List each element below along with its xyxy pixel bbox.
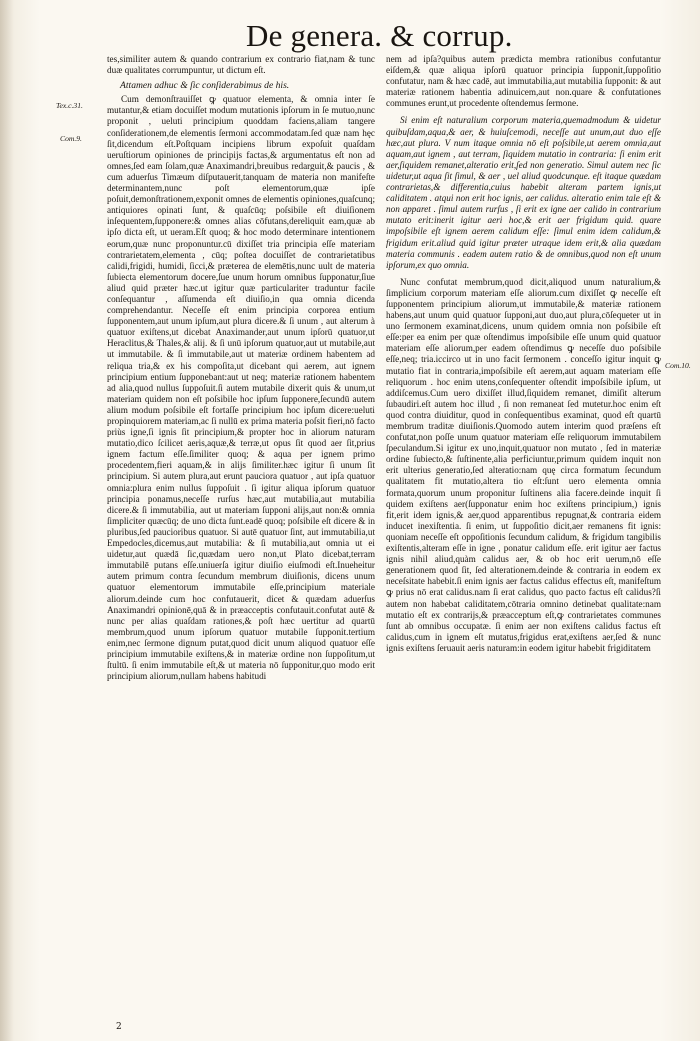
paragraph: Nunc confutat membrum,quod dicit,aliquod unum naturalium,& ſimplicium corporum materiam eſſe aliorum.cum dixiſſet ꝙ neceſſe eſt ſupponentem principium aliorum,ut immutabile,& materiæ rationem habens,aut unum quid quatuor ſupponi,aut duo,aut plura,cōſequeter ut in uno ſermonem examinat,dicens, unum quidem omnia non poſsibile eſt eſſe:per ea enim per quæ oſtendimus impoſsibile eſſe unum quid quatuor materiam eſſe aliorum,per eadem oſtendimus ꝙ neceſſe duo poſsibile eſſe,neq; tria.iccirco ut in uno facit ſermonem . conceſſo igitur inquit ꝙ mutatio fiat in contraria,impoſsibile eſt aerem,aut aquam materiam eſſe reliquorum . hoc enim utens,conſequenter oſtendit impoſsibile ipſum, ut addiſcemus.Cum uero dixiſſet illud,ſiquidem remanet, dimiſit alterum ſubaudiri.eſt autem hoc illud , ſi non remaneat ſed mutetur.hoc enim eſt quod contra diuiditur, quod in conſequentibus examinat, quod eſt quartū membrum traditæ diuiſionis.Quomodo autem interim quod præſens eſt confutat,non poſſe unum quatuor materiam eſſe reliquorum immutabilem ſpeculandum.Si igitur ex uno,inquit,quatuor non mutato , ſed in materiæ ordine ſubiecto,& ſuſtinente,alia perficiuntur,primum quidem inquit non erit ulterius generatio,ſed alteratio:nam quę circa formatum ſecundum qualitatem fit mutatio,altera tio eſt:ſunt uero elementa omnia formata,quorum unum proponitur ſuſtinens alia facere.deinde inquit ſi quidem exiſtens aer(ſupponatur enim hoc exiſtens principium,) ignis fit,erit idem ignis,& aer,quod apparentibus repugnat,& contraria eidem inducet inexiſtentia. ſi enim, ut ſuppoſitio dicit,aer remanens fit ignis: quoniam neceſſe eſt oppoſitionis ſecundum calidum, & frigidum tangibilis exiſtentis,alteram eſſe in igne , ponatur calidum eſſe. erit igitur aer factus ignis nihil aliud,quàm calidus aer, & ob hoc erit uerum,nō eſſe generationem quod ſit, ſed alterationem.deinde & contraria in eodem ex neceſsitate habebit.ſi enim ignis aer factus calidus effectus eſt, manifeſtum ꝙ prius nō erat calidus.nam ſi erat calidus, quo pacto factus eſt calidus?ſi autem non habebat caliditatem,cōtraria omnino detinebat qualitate:nam mutatio eſt ex contrarijs,& præacceptum eſt,ꝙ contrarietates communes ſunt ab omnibus occupatæ. ſi enim aer non exiſtens calidus factus eſt calidus,cum in ignem eſt mutatus,frigidus erat,exiſtens aer,ſed & nunc ignis exiſtens ſeruauit aeris naturam:in eodem igitur habebit frigiditatem <box>386 276 661 653</box>
right-column <box>386 54 661 654</box>
left-column <box>107 54 375 682</box>
margin-note-text-ref: Tex.c.31. <box>56 101 83 110</box>
paragraph: nem ad ipſa?quibus autem prædicta membra rationibus confutantur eiſdem,& quæ aliqua ipſorū quatuor principia ſupponit,ſuppoſitio confutatur, nam & hæc cadē, aut immutabilia,aut mutabilia ſupponit: & aut materiæ rationem habentia adinuicem,aut non.quare & confutationes communes erunt,ut procedente oſtendemus ſermone. <box>386 54 661 109</box>
binding-shadow <box>0 0 14 1041</box>
running-header: De genera. & corrup. <box>246 18 513 53</box>
lemma-paragraph: Si enim eſt naturalium corporum materia,quemadmodum & uidetur quibuſdam,aqua,& aer, & huiuſcemodi, neceſſe aut unum,aut duo eſſe hæc,aut plura. V num itaque omnia nō eſt poſsibile,ut aerem omnia,aut aquam,aut ignem , aut terram, ſiquidem mutatio in contraria: ſi enim erit aer,ſiquidem remanet,alteratio erit,ſed non generatio. Simul autem nec ſic uidetur,ut aqua ſit ſimul, & aer , uel aliud quodcunque. eſt itaque quædam contrarietas,& differentia,cuius habebit alteram partem ignis,ut caliditatem . atqui non erit hoc ignis, aer calidus. alteratio enim tale eſt & non apparet . ſimul autem rurſus , ſi erit ex igne aer calido in contrarium mutato erit:inerit igitur aeri hoc,& erit aer frigidum quid. quare impoſsibile eſt ignem aerem calidum eſſe: ſimul enim idem calidum,& frigidum erit.aliud quid igitur præter utraque idem erit,& alia quædam materia communis . eadem autem ratio & de omnibus,quod non eſt unum ipſorum,ex quo omnia. <box>386 115 661 270</box>
margin-note-comment-ref-right: Com.10. <box>665 361 691 370</box>
paragraph: tes,similiter autem & quando contrarium ex contrario fiat,nam & tunc duæ qualitates corrumpuntur, ut dictum eſt. <box>107 54 375 76</box>
margin-note-comment-ref: Com.9. <box>60 134 82 143</box>
signature-mark: 2 <box>116 1022 122 1032</box>
paragraph: Cum demonſtrauiſſet ꝙ quatuor elementa, & omnia inter ſe mutantur,& etiam docuiſſet modum mutationis ipſorum in ſe mutuo,nunc proponit , ueluti principium quoddam faciens,aliam tangere conſiderationem,de elementis ſermoni accommodatam.ſed quæ nam hęc ſit,dicendum eſt.Poſtquam incipiens librum expoſuit quaſdam ueruſtiorum opiniones de principijs factas,& argumentatus eſt non ad omnes,ſed eam ſolam,quæ Anaximandri,breuibus redarguit,& paucis , & cum aduerſus Timæum diſputauerit,tanquam de materia non manifeſte determinantem,nunc poſt elementorum,quæ ipſe poſuit,demonſtrationem,exponit omnes de elementis opiniones,quaſcunq; antiquiores opinati ſunt, & quaſcūq; poſsibile eſt diuiſionem inſequentem,ſupponere:& omnes alias cōfutans,dereliquit eam,quæ ab ipſo dicta eſt, ut ueram.Eſt quoq; & hoc modo determinare intentionem eorum,quæ nunc proponuntur.cū dixiſſet tria principia eſſe materiam contrarietatem,elementa , cūq; poſtea docuiſſet de contrarietatibus calidi,frigidi, humidi, ſicci,& præterea de elemētis,nunc uult de materia ſubiecta elementorum docere,ſue unum horum omnibus ſupponatur,ſiue aliud quid præter hæc.ut igitur quæ particulariter traduntur facile conſequantur , aſſumenda eſt diuiſio,in qua omnia dicenda comprehendantur. Neceſſe eſt enim principia corporea entium ſupponentem,aut unum ipſum,aut plura dicere.& ſi unum , aut alterum à quatuor exiſtens,ut dicebat Anaximander,aut unum ipſorū quatuor,ut Heraclitus,& Thales,& alij. & ſi unū ipſorum quatuor,aut ut mutabile,aut ut immutabile. & ſi immutabile,aut ut materiæ ordinem habentem ad reliqua tria,& ex his compoſita,ut dicebant qui aerem, aut ignem principium entium ſupponebant:aut ut neq; materiæ rationem habentem ad alia,quod nullus ſuppoſuit.ſi autem mutabile dixerit quis & unum,ut materiam quidem non eſt poſsibile hoc ipſum ſupponere,ſecundū autem alium modum poſsibile eſt fortaſſe principium hoc ipſum dicere:ueluti propinquiorem materiam,ac ſi nullū ex prima materia poſsit fieri,nō facto priùs igne,ſi ignis ſit principium,& propter hoc in aliorum naturam mutatio,dico ſcilicet aeris,aquæ,& terræ,ut opus ſit quod aer ſit,prius ignem factum eſſe.ſimiliter quoq; & aqua per ignem primo procedentem,fieri aquam,& in alijs ſimiliter.hæc igitur ſi unum ſit principium. Si autem plura,aut erunt pauciora quatuor , aut ipſa quatuor omnia:plura enim nullus ſuppoſuit . ſi igitur aliqua ipſorum quatuor principia ponamus,neceſſe rurſus hæc,aut mutabilia,aut mutabilia dicere.& ſi immutabilia, aut ut materiam ſupponi alijs,aut non:& omnia ſimpliciter quæcūq; de uno dicta ſunt.eadē quoq; poſsibile eſt dicere & in pluribus,ſed paucioribus quatuor. Si autē quatuor ſint, aut immutabilia,ut Empedocles,dicemus,aut mutabilia: & ſi mutabilia,aut omnia ut ei uidetur,aut quædā ſic,quædam uero non,ut Plato dicebat,terram immutabilē putans eſſe.uniuerſa igitur diuiſio eiuſmodi eſt.Inueheitur autem primum contra ſecundum membrum diuiſionis, dicens unum quatuor elementorum immutabile eſſe,principium materiale aliorum.deinde cum hoc confutauerit, dicet & quædam aduerſus Anaximandri opinionē,quā & in præacceptis confutauit.confutat autē & nunc per alias quaſdam rationes,& poſt hæc uertitur ad quartū membrum,quod unum ipſorum quatuor mutabile ſupponit.tertium enim,nec ſermone dignum putat,quod dicit unum aliquod quatuor eſſe principium immutabile exiſtens,& in materiæ ordine non ſuppoſitum,ut ſtultū. ſi enim immutabile eſt,& ut materia nō ſupponitur,quo modo erit principium aliorum,nullam habens habitudi <box>107 94 375 682</box>
lemma-heading: Attamen adhuc & ſic conſiderabimus de his. <box>120 80 290 92</box>
